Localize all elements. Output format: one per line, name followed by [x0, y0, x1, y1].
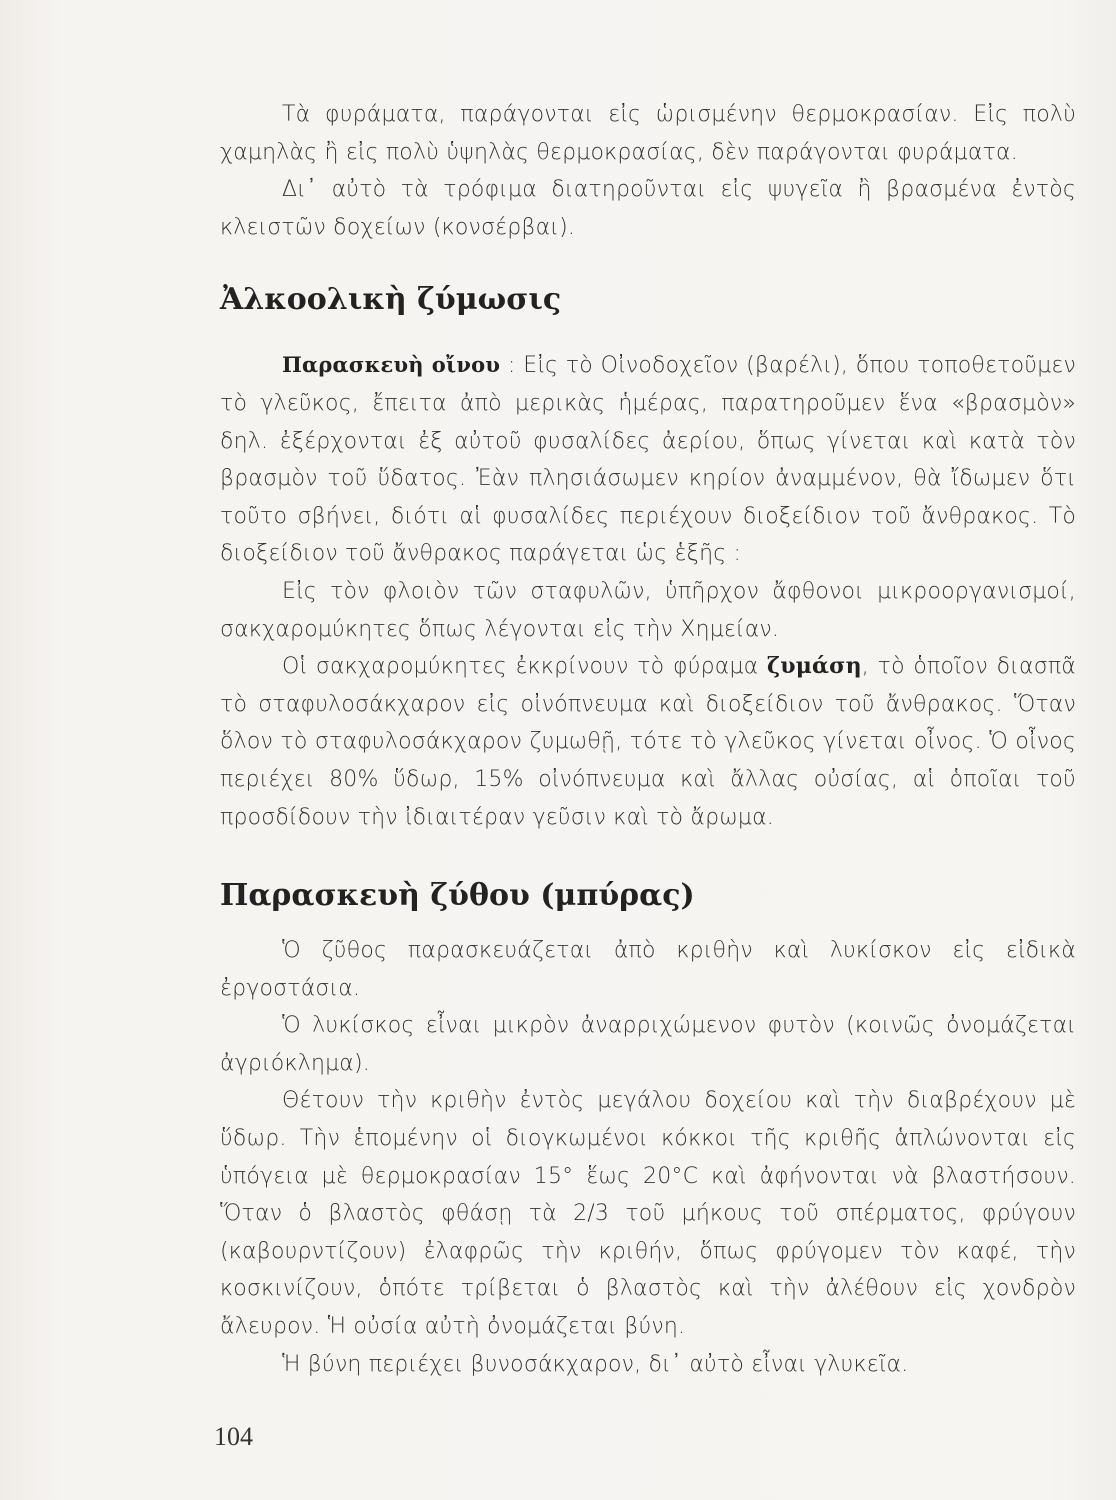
intro-paragraph-2: Δι᾽ αὐτὸ τὰ τρόφιμα διατηροῦνται εἰς ψυγεῖα ἢ βρασμένα ἐντὸς κλειστῶν δοχείων (κονσέρβαι).	[220, 177, 1076, 240]
zymase-text-after: , τὸ ὁποῖον διασπᾶ τὸ σταφυλοσάκχαρον εἰς οἰνόπνευμα καὶ διοξείδιον τοῦ ἄνθρακος. Ὅταν ὅλον τὸ σταφυλοσάκχαρον ζυμωθῇ, τότε τὸ γλεῦκος γίνεται οἶνος. Ὁ οἶνος περιέχει 80% ὕδωρ, 15% οἰνόπνευμα καὶ ἄλλας οὐσίας, αἱ ὁποῖαι τοῦ προσδίδουν τὴν ἰδιαιτέραν γεῦσιν καὶ τὸ ἄρωμα.	[220, 654, 1076, 830]
beer-paragraph-2: Ὁ λυκίσκος εἶναι μικρὸν ἀναρριχώμενον φυτὸν (κοινῶς ὀνομάζεται ἀγριόκλημα).	[220, 1013, 1076, 1076]
page-number: 104	[214, 1422, 253, 1451]
yeast-paragraph: Εἰς τὸν φλοιὸν τῶν σταφυλῶν, ὑπῆρχον ἄφθονοι μικροοργανισμοί, σακχαρομύκητες ὅπως λέγονται εἰς τὴν Χημείαν.	[220, 578, 1076, 642]
section-heading-alcoholic-fermentation: Ἀλκοολικὴ ζύμωσις	[220, 282, 562, 318]
wine-preparation-text: : Εἰς τὸ Οἰνοδοχεῖον (βαρέλι), ὅπου τοποθετοῦμεν τὸ γλεῦκος, ἔπειτα ἀπὸ μερικὰς ἡμέρας, παρατηροῦμεν ἕνα «βρασμὸν» δηλ. ἐξέρχονται ἐξ αὐτοῦ φυσαλίδες ἀερίου, ὅπως γίνεται καὶ κατὰ τὸν βρασμὸν τοῦ ὕδατος. Ἐὰν πλησιάσωμεν κηρίον ἀναμμένον, θὰ ἴδωμεν ὅτι τοῦτο σβήνει, διότι αἱ φυσαλίδες περιέχουν διοξείδιον τοῦ ἄνθρακος. Τὸ διοξείδιον τοῦ ἄνθρακος παράγεται ὡς ἑξῆς :	[220, 353, 1076, 567]
zymase-paragraph	[220, 648, 1076, 836]
intro-paragraph-1: Τὰ φυράματα, παράγονται εἰς ὡρισμένην θερμοκρασίαν. Εἰς πολὺ χαμηλὰς ἢ εἰς πολὺ ὑψηλὰς θερμοκρασίας, δὲν παράγονται φυράματα.	[220, 102, 1076, 165]
zymase-text-before: Οἱ σακχαρομύκητες ἐκκρίνουν τὸ φύραμα	[282, 654, 759, 680]
section-heading-beer-preparation: Παρασκευὴ ζύθου (μπύρας)	[220, 878, 695, 914]
zymase-term: ζυμάση	[767, 653, 862, 680]
beer-paragraph-3: Θέτουν τὴν κριθὴν ἐντὸς μεγάλου δοχείου καὶ τὴν διαβρέχουν μὲ ὕδωρ. Τὴν ἑπομένην οἱ διογκωμένοι κόκκοι τῆς κριθῆς ἁπλώνονται εἰς ὑπόγεια μὲ θερμοκρασίαν 15° ἕως 20°C καὶ ἀφήνονται νὰ βλαστήσουν. Ὅταν ὁ βλαστὸς φθάσῃ τὰ 2/3 τοῦ μήκους τοῦ σπέρματος, φρύγουν (καβουρντίζουν) ἐλαφρῶς τὴν κριθήν, ὅπως φρύγομεν τὸν καφέ, τὴν κοσκινίζουν, ὁπότε τρίβεται ὁ βλαστὸς καὶ τὴν ἀλέθουν εἰς χονδρὸν ἄλευρον. Ἡ οὐσία αὐτὴ ὀνομάζεται βύνη.	[220, 1088, 1076, 1340]
wine-preparation-label: Παρασκευὴ οἴνου	[282, 352, 501, 378]
page-content	[220, 96, 1076, 1383]
beer-paragraph-4: Ἡ βύνη περιέχει βυνοσάκχαρον, δι᾽ αὐτὸ εἶναι γλυκεῖα.	[282, 1351, 909, 1377]
wine-preparation-paragraph	[220, 346, 1076, 573]
beer-paragraph-1: Ὁ ζῦθος παρασκευάζεται ἀπὸ κριθὴν καὶ λυκίσκον εἰς εἰδικὰ ἐργοστάσια.	[220, 938, 1076, 1001]
